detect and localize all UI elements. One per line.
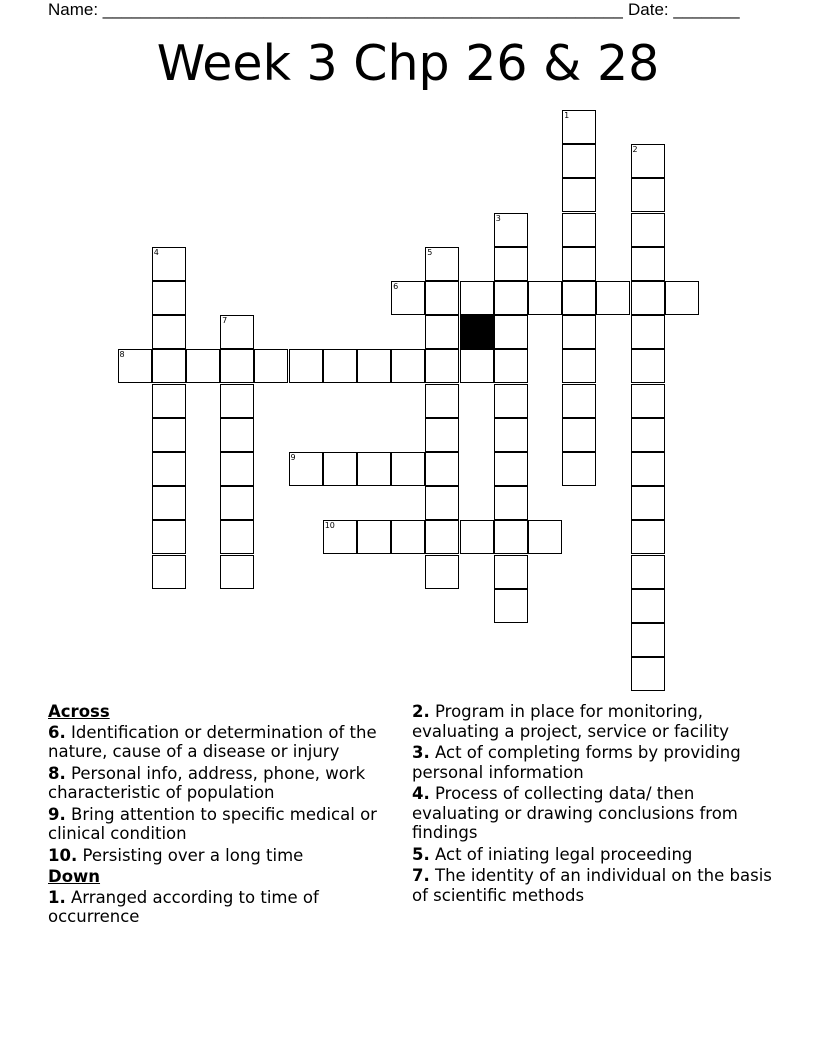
grid-cell[interactable] [460, 281, 494, 315]
grid-cell[interactable] [220, 555, 254, 589]
clue-text: Act of iniating legal proceeding [435, 844, 693, 864]
clue-number-label: 4 [153, 247, 159, 257]
clue-number: 8. [48, 763, 66, 783]
grid-cell[interactable] [391, 452, 425, 486]
grid-cell[interactable] [562, 349, 596, 383]
grid-cell[interactable] [425, 247, 459, 281]
clue-text: Personal info, address, phone, work characteristic of population [48, 763, 366, 802]
grid-cell[interactable] [665, 281, 699, 315]
grid-cell[interactable] [391, 349, 425, 383]
grid-cell[interactable] [631, 349, 665, 383]
grid-cell[interactable] [631, 213, 665, 247]
clue-down-4 [412, 784, 772, 843]
clue-text: Process of collecting data/ then evaluating or drawing conclusions from findings [412, 784, 738, 842]
grid-cell[interactable] [357, 349, 391, 383]
clue-number-label: 2 [632, 145, 638, 155]
clue-number-label: 3 [495, 213, 501, 223]
clue-text: Identification or determination of the nature, cause of a disease or injury [48, 722, 377, 761]
clue-number-label: 1 [564, 111, 570, 120]
clue-number: 10. [48, 845, 78, 865]
grid-cell[interactable] [323, 520, 357, 554]
grid-cell[interactable] [118, 349, 152, 383]
clue-number: 7. [412, 866, 430, 885]
grid-cell[interactable] [494, 520, 528, 554]
clue-across-9 [48, 805, 408, 844]
grid-cell[interactable] [152, 520, 186, 554]
grid-cell[interactable] [631, 281, 665, 315]
clue-text: Bring attention to specific medical or clinical condition [48, 804, 377, 843]
grid-cell[interactable] [425, 555, 459, 589]
grid-cell[interactable] [220, 315, 254, 349]
grid-cell[interactable] [631, 555, 665, 589]
clue-number: 6. [48, 722, 66, 742]
clue-number: 2. [412, 702, 430, 721]
grid-cell[interactable] [494, 452, 528, 486]
grid-cell[interactable] [494, 247, 528, 281]
grid-cell[interactable] [494, 281, 528, 315]
clue-number-label: 7 [222, 316, 228, 326]
grid-cell[interactable] [562, 418, 596, 452]
grid-cell[interactable] [425, 281, 459, 315]
grid-cell[interactable] [631, 520, 665, 554]
grid-cell[interactable] [562, 178, 596, 212]
grid-cell[interactable] [391, 520, 425, 554]
grid-cell[interactable] [494, 486, 528, 520]
grid-cell[interactable] [631, 486, 665, 520]
grid-cell[interactable] [494, 315, 528, 349]
clue-across-10 [48, 846, 408, 866]
grid-cell[interactable] [596, 281, 630, 315]
clue-number: 5. [412, 844, 430, 864]
grid-cell[interactable] [220, 418, 254, 452]
grid-cell[interactable] [152, 349, 186, 383]
clue-text: Program in place for monitoring, evaluating a project, service or facility [412, 702, 729, 741]
clue-down-7 [412, 866, 772, 905]
grid-cell[interactable] [494, 384, 528, 418]
date-field[interactable]: Date: _______ [628, 0, 740, 19]
clue-number: 3. [412, 743, 430, 762]
across-heading: Across [48, 702, 110, 721]
grid-cell[interactable] [152, 418, 186, 452]
grid-cell[interactable] [425, 349, 459, 383]
grid-cell[interactable] [631, 418, 665, 452]
clue-down-2 [412, 702, 772, 741]
clue-down-1 [48, 888, 408, 927]
grid-cell[interactable] [460, 520, 494, 554]
grid-cell[interactable] [562, 247, 596, 281]
grid-cell[interactable] [425, 418, 459, 452]
grid-cell[interactable] [631, 178, 665, 212]
grid-cell[interactable] [425, 520, 459, 554]
black-square [460, 315, 494, 349]
grid-cell[interactable] [152, 555, 186, 589]
grid-cell[interactable] [152, 315, 186, 349]
clues-column-right [412, 702, 772, 907]
grid-cell[interactable] [562, 213, 596, 247]
clue-number: 9. [48, 804, 66, 824]
grid-cell[interactable] [220, 486, 254, 520]
grid-cell[interactable] [220, 384, 254, 418]
grid-cell[interactable] [357, 520, 391, 554]
clue-number-label: 8 [119, 350, 125, 360]
grid-cell[interactable] [562, 384, 596, 418]
grid-cell[interactable] [152, 452, 186, 486]
grid-cell[interactable] [289, 349, 323, 383]
grid-cell[interactable] [631, 247, 665, 281]
grid-cell[interactable] [528, 520, 562, 554]
name-field[interactable]: Name: _______________________________________________________ [48, 0, 623, 19]
grid-cell[interactable] [425, 452, 459, 486]
clue-text: Arranged according to time of occurrence [48, 887, 319, 926]
grid-cell[interactable] [562, 452, 596, 486]
grid-cell[interactable] [494, 555, 528, 589]
grid-cell[interactable] [631, 384, 665, 418]
grid-cell[interactable] [631, 589, 665, 623]
clue-number-label: 5 [427, 247, 433, 257]
grid-cell[interactable] [562, 281, 596, 315]
grid-cell[interactable] [562, 144, 596, 178]
grid-cell[interactable] [425, 315, 459, 349]
grid-cell[interactable] [357, 452, 391, 486]
clue-text: Persisting over a long time [82, 845, 304, 865]
grid-cell[interactable] [425, 486, 459, 520]
clue-number: 1. [48, 887, 66, 907]
grid-cell[interactable] [494, 213, 528, 247]
grid-cell[interactable] [289, 452, 323, 486]
clue-text: The identity of an individual on the basis of scientific methods [412, 866, 772, 905]
grid-cell[interactable] [631, 657, 665, 691]
grid-cell[interactable] [631, 623, 665, 657]
down-heading: Down [48, 867, 101, 886]
grid-cell[interactable] [152, 247, 186, 281]
grid-cell[interactable] [186, 349, 220, 383]
clue-number-label: 9 [290, 453, 296, 462]
clue-number: 4. [412, 784, 430, 803]
grid-cell[interactable] [220, 349, 254, 383]
grid-cell[interactable] [220, 452, 254, 486]
grid-cell[interactable] [391, 281, 425, 315]
grid-cell[interactable] [494, 349, 528, 383]
grid-cell[interactable] [152, 384, 186, 418]
clues-column-left [48, 702, 408, 929]
grid-cell[interactable] [152, 486, 186, 520]
grid-cell[interactable] [528, 281, 562, 315]
clue-across-8 [48, 764, 408, 803]
grid-cell[interactable] [425, 384, 459, 418]
clue-text: Act of completing forms by providing personal information [412, 743, 741, 782]
clue-across-6 [48, 723, 408, 762]
grid-cell[interactable] [323, 349, 357, 383]
grid-cell[interactable] [220, 520, 254, 554]
grid-cell[interactable] [152, 281, 186, 315]
grid-cell[interactable] [494, 589, 528, 623]
grid-cell[interactable] [494, 418, 528, 452]
clue-down-3 [412, 743, 772, 782]
clue-down-5 [412, 845, 772, 865]
grid-cell[interactable] [631, 144, 665, 178]
grid-cell[interactable] [562, 315, 596, 349]
page-title: Week 3 Chp 26 & 28 [156, 35, 660, 92]
grid-cell[interactable] [562, 110, 596, 144]
grid-cell[interactable] [323, 452, 357, 486]
grid-cell[interactable] [631, 452, 665, 486]
clue-number-label: 6 [393, 282, 399, 291]
grid-cell[interactable] [460, 349, 494, 383]
clue-number-label: 10 [324, 521, 335, 531]
grid-cell[interactable] [631, 315, 665, 349]
grid-cell[interactable] [254, 349, 288, 383]
